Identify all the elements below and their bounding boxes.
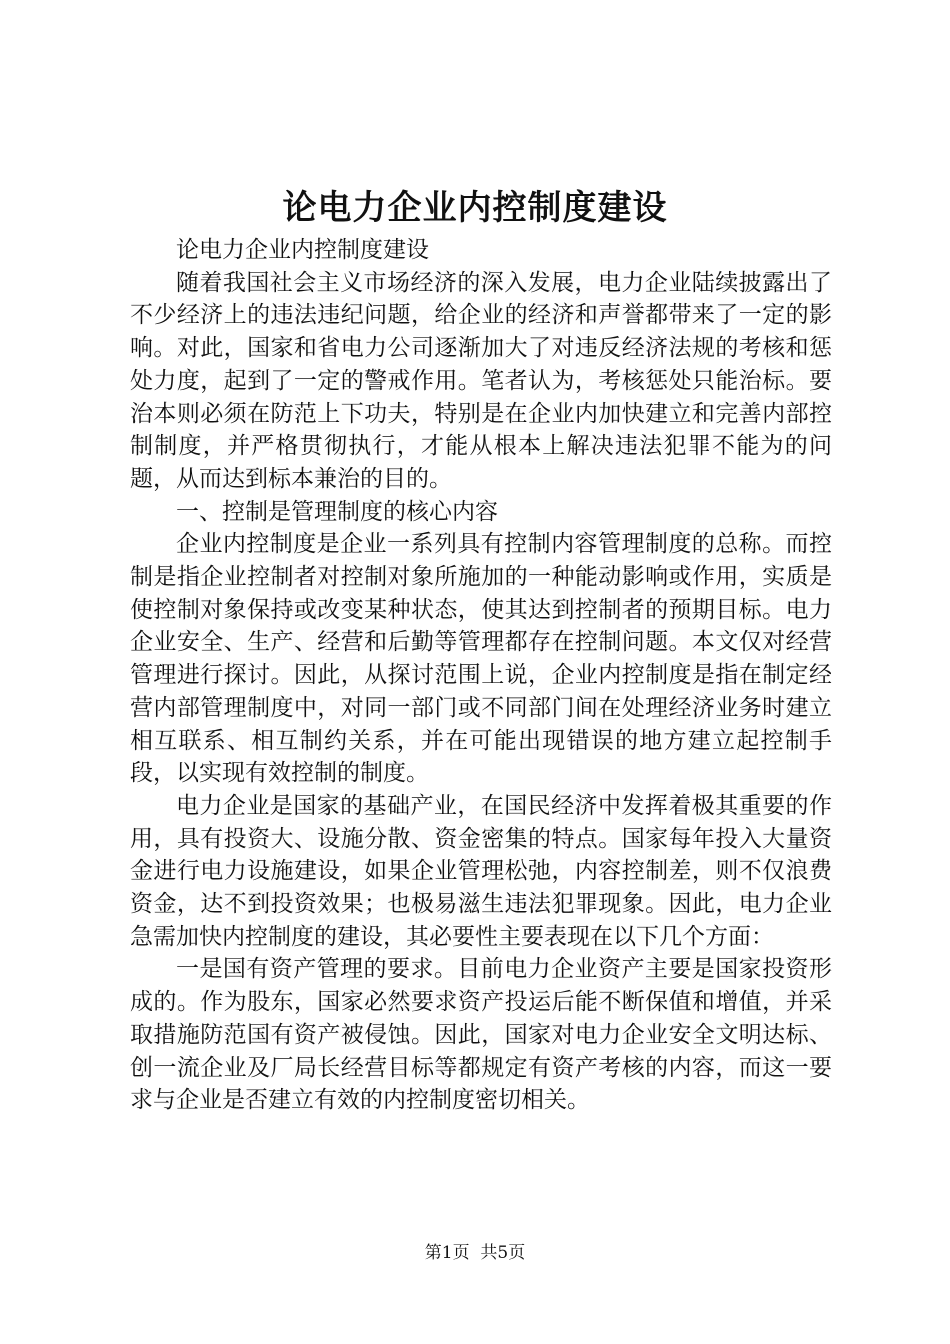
page-total: 共5页 <box>480 1243 526 1263</box>
paragraph: 一是国有资产管理的要求。目前电力企业资产主要是国家投资形成的。作为股东，国家必然要求资产投运后能不断保值和增值，并采取措施防范国有资产被侵蚀。因此，国家对电力企业安全文明达标、创一流企业及厂局长经营目标等都规定有资产考核的内容，而这一要求与企业是否建立有效的内控制度密切相关。 <box>130 956 832 1114</box>
page-number: 第1页 <box>424 1243 470 1263</box>
paragraph: 企业内控制度是企业一系列具有控制内容管理制度的总称。而控制是指企业控制者对控制对象所施加的一种能动影响或作用，实质是使控制对象保持或改变某种状态，使其达到控制者的预期目标。电力企业安全、生产、经营和后勤等管理都存在控制问题。本文仅对经营管理进行探讨。因此，从探讨范围上说，企业内控制度是指在制定经营内部管理制度中，对同一部门或不同部门间在处理经济业务时建立相互联系、相互制约关系，并在可能出现错误的地方建立起控制手段，以实现有效控制的制度。 <box>130 531 832 787</box>
paragraph: 电力企业是国家的基础产业，在国民经济中发挥着极其重要的作用，具有投资大、设施分散、资金密集的特点。国家每年投入大量资金进行电力设施建设，如果企业管理松弛，内容控制差，则不仅浪费资金，达不到投资效果；也极易滋生违法犯罪现象。因此，电力企业急需加快内控制度的建设，其必要性主要表现在以下几个方面： <box>130 792 832 950</box>
page-footer <box>0 1242 950 1264</box>
paragraph-subtitle: 论电力企业内控制度建设 <box>176 237 429 263</box>
section-heading: 一、控制是管理制度的核心内容 <box>176 498 498 525</box>
paragraph: 随着我国社会主义市场经济的深入发展，电力企业陆续披露出了不少经济上的违法违纪问题，给企业的经济和声誉都带来了一定的影响。对此，国家和省电力公司逐渐加大了对违反经济法规的考核和惩处力度，起到了一定的警戒作用。笔者认为，考核惩处只能治标。要治本则必须在防范上下功夫，特别是在企业内加快建立和完善内部控制制度，并严格贯彻执行，才能从根本上解决违法犯罪不能为的问题，从而达到标本兼治的目的。 <box>130 269 832 492</box>
document-body <box>130 234 832 1117</box>
page-title: 论电力企业内控制度建设 <box>282 188 668 228</box>
